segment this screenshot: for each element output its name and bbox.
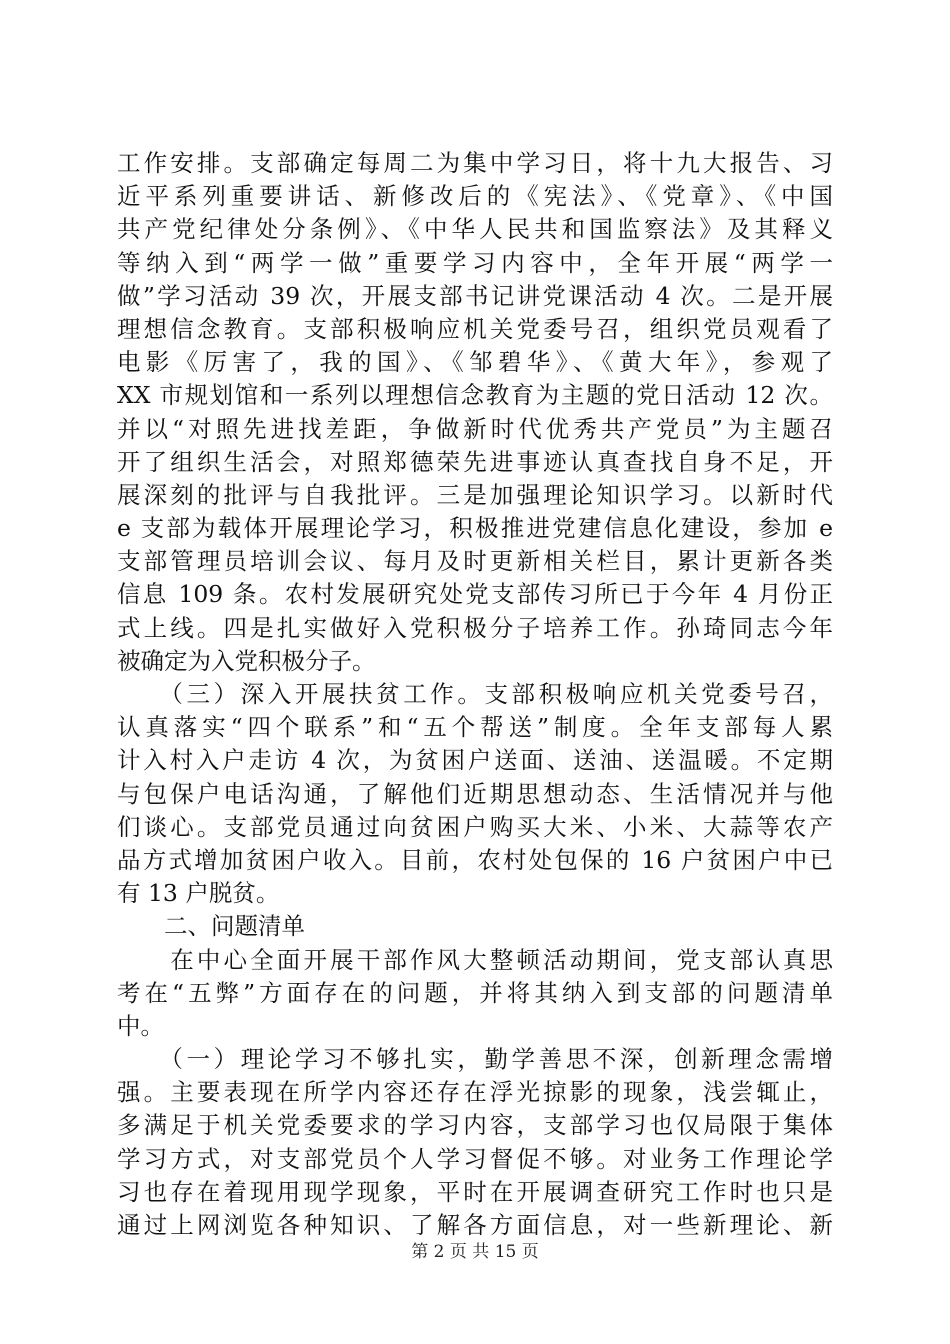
text-line: 多满足于机关党委要求的学习内容，支部学习也仅局限于集体 xyxy=(117,1111,833,1140)
body-text xyxy=(117,147,833,1242)
text-line: 信息 109 条。农村发展研究处党支部传习所已于今年 4 月份正 xyxy=(117,580,833,609)
text-line: 支部管理员培训会议、每月及时更新相关栏目，累计更新各类 xyxy=(117,547,833,576)
text-line: 强。主要表现在所学内容还存在浮光掠影的现象，浅尝辄止， xyxy=(117,1078,833,1107)
text-line: 共产党纪律处分条例》、《中华人民共和国监察法》及其释义 xyxy=(117,215,833,244)
text-line: 在中心全面开展干部作风大整顿活动期间，党支部认真思 xyxy=(117,945,833,974)
text-line: 近平系列重要讲话、新修改后的《宪法》、《党章》、《中国 xyxy=(117,182,833,211)
text-line: 习也存在着现用现学现象，平时在开展调查研究工作时也只是 xyxy=(117,1177,833,1206)
text-line: 有 13 户脱贫。 xyxy=(117,879,280,908)
text-line: 开了组织生活会，对照郑德荣先进事迹认真查找自身不足，开 xyxy=(117,447,833,476)
text-line: XX 市规划馆和一系列以理想信念教育为主题的党日活动 12 次。 xyxy=(117,381,833,410)
text-line: 理想信念教育。支部积极响应机关党委号召，组织党员观看了 xyxy=(117,314,833,343)
text-line: 被确定为入党积极分子。 xyxy=(117,646,376,675)
text-line: 们谈心。支部党员通过向贫困户购买大米、小米、大蒜等农产 xyxy=(117,812,833,841)
text-line: 展深刻的批评与自我批评。三是加强理论知识学习。以新时代 xyxy=(117,480,833,509)
text-line: 电影《厉害了，我的国》、《邹碧华》、《黄大年》，参观了 xyxy=(117,348,833,377)
text-line: （三）深入开展扶贫工作。支部积极响应机关党委号召， xyxy=(117,680,833,708)
text-line: 二、问题清单 xyxy=(117,912,305,941)
text-line: 式上线。四是扎实做好入党积极分子培养工作。孙琦同志今年 xyxy=(117,613,833,642)
text-line: 中。 xyxy=(117,1011,164,1040)
text-line: 等纳入到“两学一做”重要学习内容中，全年开展“两学一 xyxy=(117,248,833,277)
text-line: 通过上网浏览各种知识、了解各方面信息，对一些新理论、新 xyxy=(117,1211,833,1239)
text-line: 计入村入户走访 4 次，为贫困户送面、送油、送温暖。不定期 xyxy=(117,746,833,775)
text-line: 与包保户电话沟通，了解他们近期思想动态、生活情况并与他 xyxy=(117,779,833,808)
text-line: 认真落实“四个联系”和“五个帮送”制度。全年支部每人累 xyxy=(117,713,833,742)
page-footer: 第 2 页 共 15 页 xyxy=(411,1242,539,1262)
text-line: 学习方式，对支部党员个人学习督促不够。对业务工作理论学 xyxy=(117,1144,833,1173)
text-line: 品方式增加贫困户收入。目前，农村处包保的 16 户贫困户中已 xyxy=(117,845,833,874)
text-line: e 支部为载体开展理论学习，积极推进党建信息化建设，参加 e xyxy=(117,514,833,543)
text-line: 并以“对照先进找差距，争做新时代优秀共产党员”为主题召 xyxy=(117,414,833,443)
text-line: 做”学习活动 39 次，开展支部书记讲党课活动 4 次。二是开展 xyxy=(117,281,833,310)
text-line: （一）理论学习不够扎实，勤学善思不深，创新理念需增 xyxy=(117,1045,833,1074)
text-line: 考在“五弊”方面存在的问题，并将其纳入到支部的问题清单 xyxy=(117,978,833,1007)
text-line: 工作安排。支部确定每周二为集中学习日，将十九大报告、习 xyxy=(117,149,833,177)
